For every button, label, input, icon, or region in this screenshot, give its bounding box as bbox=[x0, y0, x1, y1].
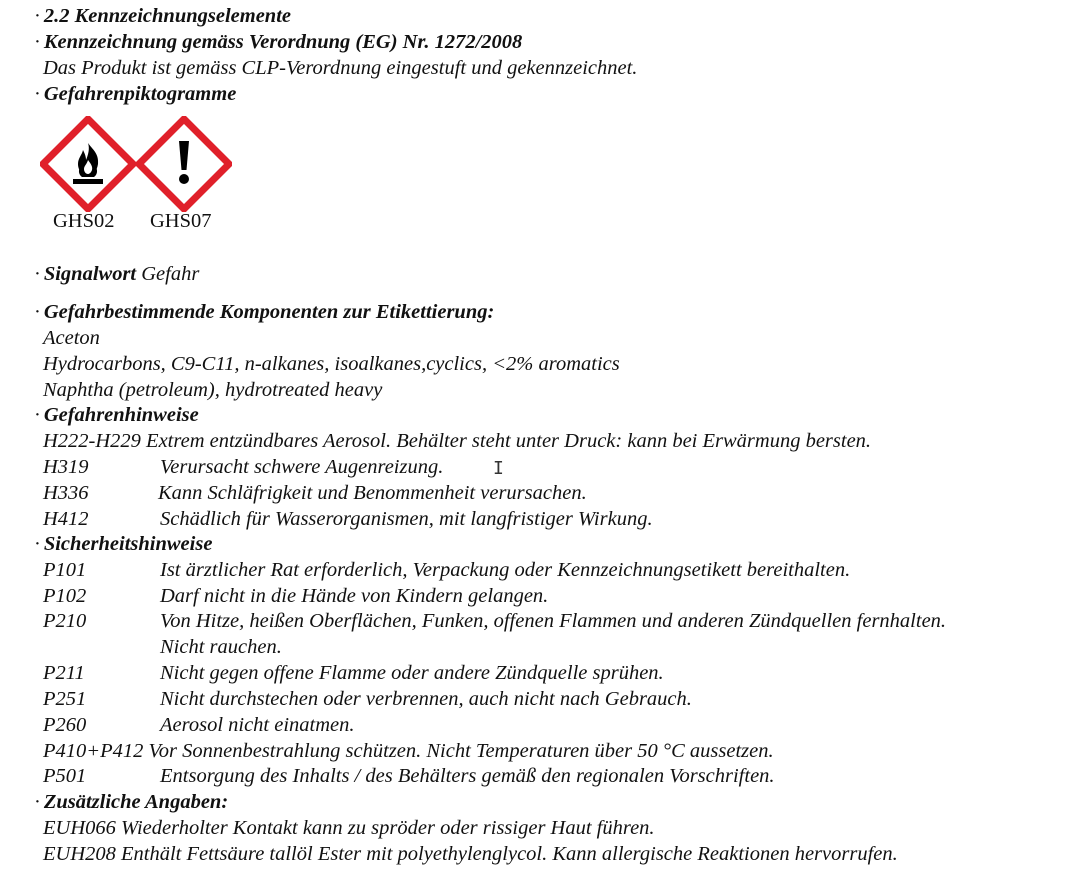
precautionary-text: Ist ärztlicher Rat erforderlich, Verpackung oder Kennzeichnungsetikett bereithalten. bbox=[160, 559, 851, 581]
precautionary-code: P102 bbox=[43, 585, 87, 607]
labelling-text: Das Produkt ist gemäss CLP-Verordnung eingestuft und gekennzeichnet. bbox=[43, 57, 638, 79]
labelling-heading: · Kennzeichnung gemäss Verordnung (EG) Nr. 1272/2008 bbox=[34, 31, 523, 53]
precautionary-text: Entsorgung des Inhalts / des Behälters gemäß den regionalen Vorschriften. bbox=[160, 765, 775, 787]
additional-item: EUH208 Enthält Fettsäure tallöl Ester mit polyethylenglycol. Kann allergische Reaktionen hervorrufen. bbox=[43, 843, 898, 865]
pictogram-label-ghs07: GHS07 bbox=[150, 210, 212, 232]
precautionary-text-continued: Nicht rauchen. bbox=[160, 636, 282, 658]
precautionary-text: Darf nicht in die Hände von Kindern gelangen. bbox=[160, 585, 549, 607]
component-item: Naphtha (petroleum), hydrotreated heavy bbox=[43, 379, 383, 401]
component-item: Aceton bbox=[43, 327, 100, 349]
precautionary-code: P211 bbox=[43, 662, 85, 684]
hazard-text: Schädlich für Wasserorganismen, mit langfristiger Wirkung. bbox=[160, 508, 653, 530]
precautionary-code: P260 bbox=[43, 714, 87, 736]
hazard-code: H412 bbox=[43, 508, 89, 530]
section-heading: · 2.2 Kennzeichnungselemente bbox=[34, 5, 291, 27]
hazard-code: H336 bbox=[43, 482, 89, 504]
hazard-text: Verursacht schwere Augenreizung. bbox=[160, 456, 444, 478]
precautionary-code: P501 bbox=[43, 765, 87, 787]
precautionary-code: P251 bbox=[43, 688, 87, 710]
hazard-statement-h222: H222-H229 Extrem entzündbares Aerosol. Behälter steht unter Druck: kann bei Erwärmung bersten. bbox=[43, 430, 872, 452]
flame-pictogram-icon bbox=[40, 116, 136, 212]
precautionary-code: P210 bbox=[43, 610, 87, 632]
pictogram-label-ghs02: GHS02 bbox=[53, 210, 115, 232]
precautionary-text: Nicht gegen offene Flamme oder andere Zündquelle sprühen. bbox=[160, 662, 664, 684]
additional-item: EUH066 Wiederholter Kontakt kann zu spröder oder rissiger Haut führen. bbox=[43, 817, 655, 839]
precautionary-text: Nicht durchstechen oder verbrennen, auch nicht nach Gebrauch. bbox=[160, 688, 692, 710]
component-item: Hydrocarbons, C9-C11, n-alkanes, isoalkanes,cyclics, <2% aromatics bbox=[43, 353, 620, 375]
additional-heading: · Zusätzliche Angaben: bbox=[34, 791, 229, 813]
text-cursor-icon: I bbox=[493, 458, 504, 479]
hazard-heading: · Gefahrenhinweise bbox=[34, 404, 199, 426]
precautionary-statement-p410: P410+P412 Vor Sonnenbestrahlung schützen. Nicht Temperaturen über 50 °C aussetzen. bbox=[43, 740, 774, 762]
signal-word-value: Gefahr bbox=[141, 263, 200, 285]
hazard-code: H319 bbox=[43, 456, 89, 478]
precautionary-text: Von Hitze, heißen Oberflächen, Funken, offenen Flammen und anderen Zündquellen fernhalten. bbox=[160, 610, 947, 632]
precautionary-text: Aerosol nicht einatmen. bbox=[160, 714, 355, 736]
pictograms-heading: · Gefahrenpiktogramme bbox=[34, 83, 237, 105]
components-heading: · Gefahrbestimmende Komponenten zur Etikettierung: bbox=[34, 301, 495, 323]
hazard-text: Kann Schläfrigkeit und Benommenheit verursachen. bbox=[158, 482, 587, 504]
signal-word: · Signalwort Gefahr bbox=[34, 263, 200, 285]
precautionary-code: P101 bbox=[43, 559, 87, 581]
exclamation-pictogram-icon bbox=[136, 116, 232, 212]
precautionary-heading: · Sicherheitshinweise bbox=[34, 533, 213, 555]
